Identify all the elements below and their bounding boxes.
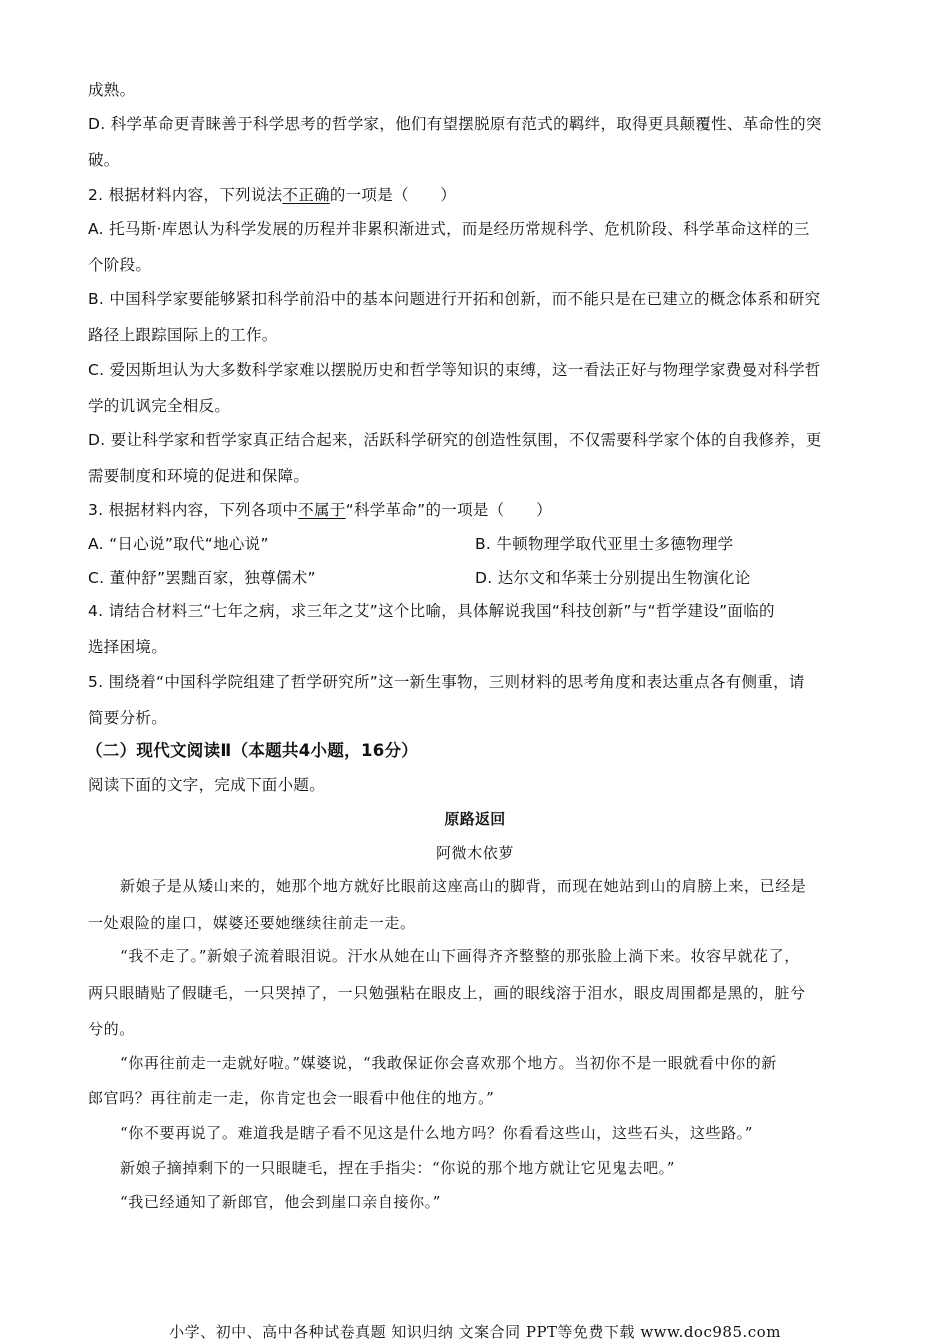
question-5-line-1: 5. 围绕着“中国科学院组建了哲学研究所”这一新生事物，三则材料的思考角度和表达重点各有侧重，请: [88, 673, 805, 691]
q2-stem-emphasis: 不正确: [282, 186, 330, 204]
option-d-line-1: D. 科学革命更青睐善于科学思考的哲学家，他们有望摆脱原有范式的羁绊，取得更具颠覆性、革命性的突: [88, 115, 822, 133]
q2-stem-pre: 2. 根据材料内容，下列说法: [88, 186, 283, 204]
story-title: 原路返回: [444, 810, 506, 828]
story-paragraph-1-line-2: 一处艰险的崖口，媒婆还要她继续往前走一走。: [88, 914, 416, 932]
option-c-tail: 成熟。: [88, 81, 136, 99]
question-3-stem: [88, 500, 552, 520]
story-paragraph-3-line-2: 郎官吗？再往前走一走，你肯定也会一眼看中他住的地方。”: [88, 1089, 495, 1107]
q3-stem-emphasis: 不属于: [298, 501, 346, 519]
question-4-line-2: 选择困境。: [88, 638, 168, 656]
story-paragraph-2-line-3: 兮的。: [88, 1020, 135, 1038]
page-footer: 小学、初中、高中各种试卷真题 知识归纳 文案合同 PPT等免费下载 www.doc985.com: [169, 1323, 781, 1341]
question-2-stem: [88, 185, 456, 205]
story-paragraph-2-line-2: 两只眼睛贴了假睫毛，一只哭掉了，一只勉强粘在眼皮上，画的眼线溶于泪水，眼皮周围都是黑的，脏兮: [88, 984, 806, 1002]
story-paragraph-3-line-1: “你再往前走一走就好啦。”媒婆说，“我敢保证你会喜欢那个地方。当初你不是一眼就看中你的新: [120, 1054, 777, 1072]
q2-option-d-line-2: 需要制度和环境的促进和保障。: [88, 467, 310, 485]
q3-option-d: D. 达尔文和华莱士分别提出生物演化论: [475, 569, 751, 587]
question-4-line-1: 4. 请结合材料三“七年之病，求三年之艾”这个比喻，具体解说我国“科技创新”与“哲学建设”面临的: [88, 602, 775, 620]
q2-option-b-line-1: B. 中国科学家要能够紧扣科学前沿中的基本问题进行开拓和创新，而不能只是在已建立的概念体系和研究: [88, 290, 821, 308]
q2-option-b-line-2: 路径上跟踪国际上的工作。: [88, 326, 278, 344]
q3-stem-pre: 3. 根据材料内容，下列各项中: [88, 501, 299, 519]
q3-option-b: B. 牛顿物理学取代亚里士多德物理学: [475, 535, 734, 553]
option-d-line-2: 破。: [88, 151, 120, 169]
section-heading: （二）现代文阅读Ⅱ（本题共4小题，16分）: [86, 741, 419, 760]
q2-option-a-line-2: 个阶段。: [88, 256, 152, 274]
story-paragraph-1-line-1: 新娘子是从矮山来的，她那个地方就好比眼前这座高山的脚背，而现在她站到山的肩膀上来，已经是: [120, 877, 807, 895]
q2-option-a-line-1: A. 托马斯·库恩认为科学发展的历程并非累积渐进式，而是经历常规科学、危机阶段、科学革命这样的三: [88, 220, 810, 238]
story-paragraph-5: 新娘子摘掉剩下的一只眼睫毛，捏在手指尖：“你说的那个地方就让它见鬼去吧。”: [120, 1159, 676, 1177]
story-paragraph-4: “你不要再说了。难道我是瞎子看不见这是什么地方吗？你看看这些山，这些石头，这些路。”: [120, 1124, 754, 1142]
question-5-line-2: 简要分析。: [88, 709, 168, 727]
story-paragraph-6: “我已经通知了新郎官，他会到崖口亲自接你。”: [120, 1193, 442, 1211]
q3-option-c: C. 董仲舒”罢黜百家，独尊儒术”: [88, 569, 316, 587]
story-paragraph-2-line-1: “我不走了。”新娘子流着眼泪说。汗水从她在山下画得齐齐整整的那张脸上淌下来。妆容早就花了，: [120, 947, 800, 965]
q3-option-a: A. “日心说”取代“地心说”: [88, 535, 269, 553]
q2-option-c-line-1: C. 爱因斯坦认为大多数科学家难以摆脱历史和哲学等知识的束缚，这一看法正好与物理学家费曼对科学哲: [88, 361, 821, 379]
q2-option-c-line-2: 学的讥讽完全相反。: [88, 397, 231, 415]
q2-stem-post: 的一项是（ ）: [329, 186, 457, 204]
q3-stem-post: “科学革命”的一项是（ ）: [345, 501, 552, 519]
q2-option-d-line-1: D. 要让科学家和哲学家真正结合起来，活跃科学研究的创造性氛围，不仅需要科学家个体的自我修养，更: [88, 431, 822, 449]
story-author: 阿微木依萝: [435, 844, 514, 862]
section-instruction: 阅读下面的文字，完成下面小题。: [88, 776, 326, 794]
